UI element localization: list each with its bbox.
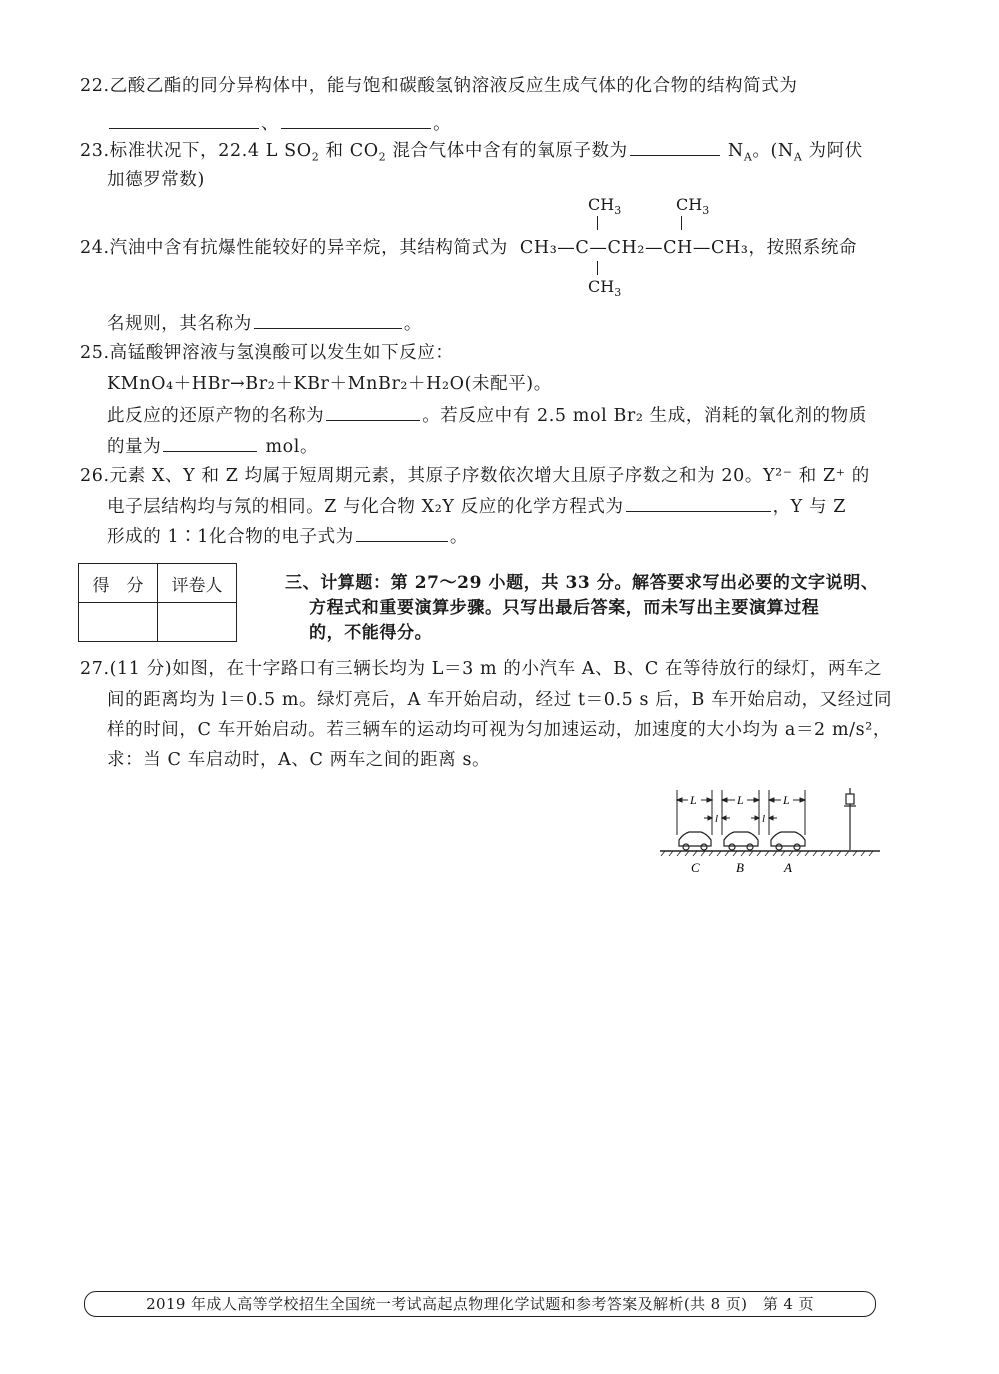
car-a [771, 832, 805, 850]
q24-pre: 24.汽油中含有抗爆性能较好的异辛烷，其结构简式为 [80, 238, 508, 258]
score-cell[interactable] [79, 603, 158, 642]
q25-line1 [80, 340, 454, 366]
fig-l2: l [762, 813, 766, 825]
section3-l2: 方程式和重要演算步骤。只写出最后答案，而未写出主要演算过程 [309, 598, 820, 618]
q25-l4-post: mol。 [259, 437, 319, 457]
q25-line3 [107, 402, 867, 429]
q25-l3-post: 。若反应中有 2.5 mol Br₂ 生成，消耗的氧化剂的物质 [422, 406, 867, 426]
q27-line2 [107, 687, 892, 713]
q22-blank-2[interactable] [281, 110, 431, 129]
q27-l4: 求：当 C 车启动时，A、C 两车之间的距离 s。 [107, 750, 491, 770]
q24-blank[interactable] [254, 310, 402, 329]
q24-ch3-bottom: $CH_3$ [588, 277, 622, 300]
cars-figure [655, 780, 885, 880]
q27-l2: 间的距离均为 l＝0.5 m。绿灯亮后，A 车开始启动，经过 t＝0.5 s 后，B 车开始启动，又经过同 [107, 690, 893, 710]
q24-line2 [107, 310, 422, 337]
car-b [724, 832, 758, 850]
score-table [78, 563, 237, 642]
q24-line2-end: 。 [403, 314, 422, 334]
q23-line2-text: 加德罗常数) [107, 170, 205, 190]
q27-line3 [107, 717, 891, 743]
q24-bond-top-1 [597, 216, 598, 230]
fig-label-c: C [691, 860, 700, 875]
q22-line2 [107, 110, 451, 137]
car-c [679, 832, 711, 850]
fig-l1: l [715, 813, 719, 825]
q23-pre: 23.标准状况下，22.4 L SO [80, 141, 312, 161]
q24-line1 [80, 235, 857, 261]
section3-l1: 三、计算题：第 27～29 小题，共 33 分。解答要求写出必要的文字说明、 [285, 573, 879, 593]
q23-mid2: 混合气体中含有的氧原子数为 [386, 141, 628, 161]
q25-blank-1[interactable] [326, 402, 420, 421]
q23-unit-sub: A [743, 150, 753, 164]
q25-l1: 25.高锰酸钾溶液与氢溴酸可以发生如下反应： [80, 343, 454, 363]
q24-bottom: CH [588, 277, 615, 296]
q23-post: 。(N [752, 141, 794, 161]
section3-line3 [309, 620, 432, 646]
q25-l2: KMnO₄＋HBr→Br₂＋KBr＋MnBr₂＋H₂O(未配平)。 [107, 374, 552, 394]
q27-line1 [80, 656, 882, 682]
section3-line1 [285, 570, 878, 596]
q26-blank-2[interactable] [356, 523, 448, 542]
q26-blank-1[interactable] [626, 493, 771, 512]
q22-end: 。 [433, 114, 452, 134]
section3-l3: 的，不能得分。 [309, 623, 433, 643]
q23-line1: 23.标准状况下，22.4 L $SO_2$ 和 $CO_2$ 混合气体中含有的氧原子数为 $N_A$。($N_A$ 为阿伏 [80, 137, 863, 164]
q26-l2-pre: 电子层结构均与氖的相同。Z 与化合物 X₂Y 反应的化学方程式为 [107, 497, 624, 517]
q24-top1: CH [588, 195, 615, 214]
fig-L2: L [737, 793, 744, 807]
score-header: 得 分 [79, 564, 158, 603]
q22-blank-1[interactable] [109, 110, 259, 129]
q23-unit: N [721, 141, 744, 161]
q24-ch3-top-1: $CH_3$ [588, 195, 622, 218]
q27-l3: 样的时间，C 车开始启动。若三辆车的运动均可视为匀加速运动，加速度的大小均为 a＝2 m/s²， [107, 720, 891, 740]
q25-l3-pre: 此反应的还原产物的名称为 [107, 406, 325, 426]
fig-L1: L [690, 793, 697, 807]
q24-struct-main: CH₃—C—CH₂—CH—CH₃ [519, 238, 749, 258]
q22-line1 [80, 73, 797, 99]
q24-post: ，按照系统命 [748, 238, 858, 258]
q26-l2-post: ，Y 与 Z [772, 497, 847, 517]
q23-post-sub: A [793, 150, 803, 164]
q25-line2 [107, 371, 552, 397]
q23-line2 [107, 167, 205, 193]
fig-label-a: A [784, 860, 792, 875]
grader-cell[interactable] [158, 603, 237, 642]
q26-l3-pre: 形成的 1∶1化合物的电子式为 [107, 527, 354, 547]
q26-l3-end: 。 [449, 527, 468, 547]
q24-line2-pre: 名规则，其名称为 [107, 314, 252, 334]
page-footer: 2019 年成人高等学校招生全国统一考试高起点物理化学试题和参考答案及解析(共 8 页) 第 4 页 [84, 1291, 876, 1317]
q23-mid1: 和 CO [319, 141, 379, 161]
q27-line4 [107, 747, 490, 773]
q24-bond-top-2 [681, 216, 682, 230]
q26-l1: 26.元素 X、Y 和 Z 均属于短周期元素，其原子序数依次增大且原子序数之和为 20。Y²⁻ 和 Z⁺ 的 [80, 466, 870, 486]
q24-bond-bottom [597, 261, 598, 275]
traffic-light-icon [844, 788, 856, 850]
q22-text: 22.乙酸乙酯的同分异构体中，能与饱和碳酸氢钠溶液反应生成气体的化合物的结构简式为 [80, 76, 798, 96]
q23-post2: 为阿伏 [802, 141, 863, 161]
q24-top2: CH [676, 195, 703, 214]
q25-l4-pre: 的量为 [107, 437, 162, 457]
q23-blank[interactable] [630, 137, 720, 156]
q26-line1 [80, 463, 870, 489]
q22-sep: 、 [261, 114, 280, 134]
fig-L3: L [783, 793, 790, 807]
q26-line2 [107, 493, 846, 520]
section3-line2 [309, 595, 819, 621]
fig-label-b: B [736, 860, 744, 875]
q26-line3 [107, 523, 468, 550]
q27-l1: 27.(11 分)如图，在十字路口有三辆长均为 L＝3 m 的小汽车 A、B、C 在等待放行的绿灯，两车之 [80, 659, 883, 679]
q25-line4 [107, 433, 318, 460]
grader-header: 评卷人 [158, 564, 237, 603]
q25-blank-2[interactable] [163, 433, 257, 452]
q24-ch3-top-2: $CH_3$ [676, 195, 710, 218]
